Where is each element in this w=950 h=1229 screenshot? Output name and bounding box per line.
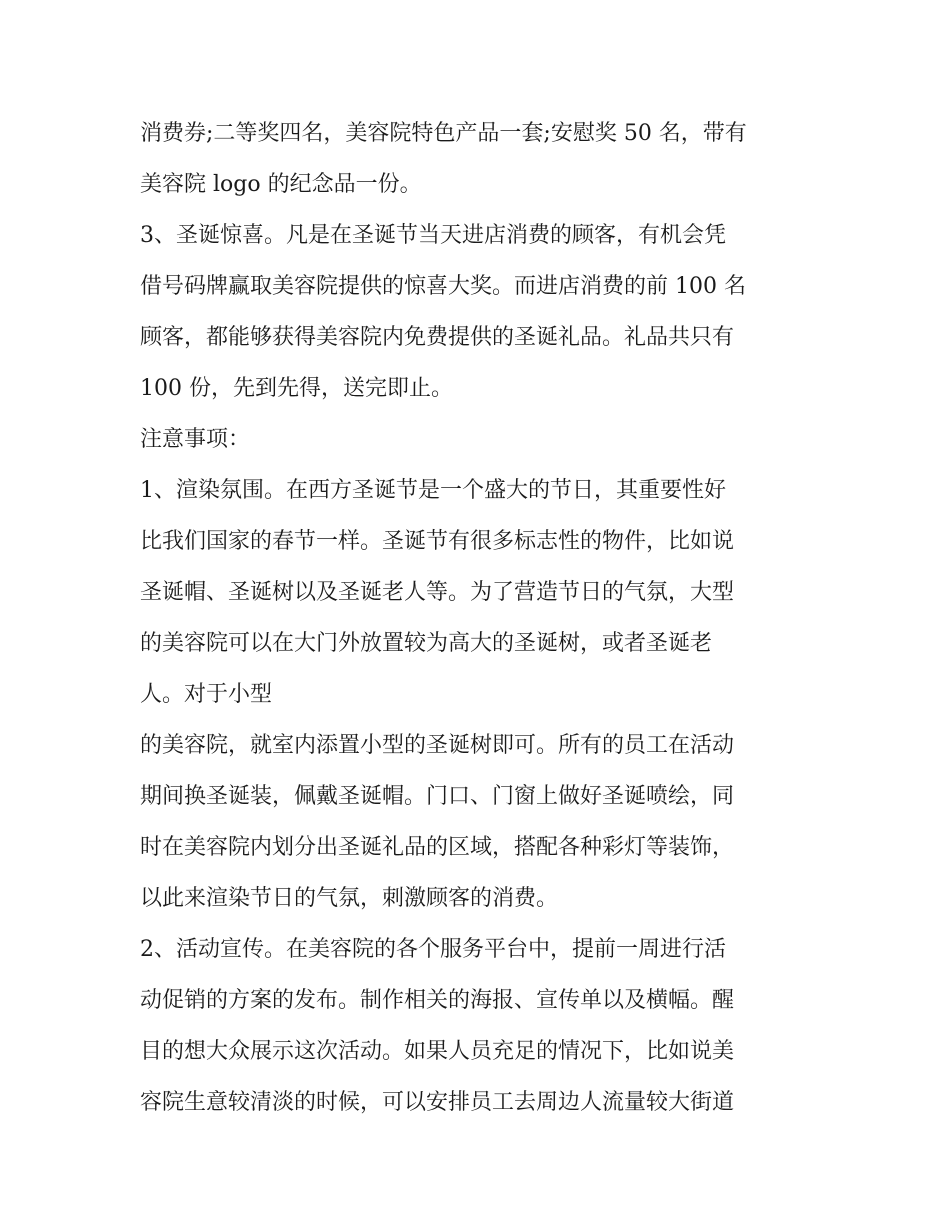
text-line: 比我们国家的春节一样。圣诞节有很多标志性的物件，比如说	[140, 529, 735, 554]
text-line: 2、活动宣传。在美容院的各个服务平台中，提前一周进行活	[140, 937, 726, 962]
text-line: 3、圣诞惊喜。凡是在圣诞节当天进店消费的顾客，有机会凭	[140, 223, 726, 248]
text-line: 动促销的方案的发布。制作相关的海报、宣传单以及横幅。醒	[140, 988, 735, 1013]
text-line: 的美容院，就室内添置小型的圣诞树即可。所有的员工在活动	[140, 733, 735, 758]
text-line: 100 份，先到先得，送完即止。	[140, 376, 453, 401]
section-heading: 注意事项：	[140, 427, 251, 452]
text-line: 借号码牌赢取美容院提供的惊喜大奖。而进店消费的前 100 名	[140, 274, 746, 299]
text-line: 的美容院可以在大门外放置较为高大的圣诞树，或者圣诞老	[140, 631, 713, 656]
text-line: 容院生意较清淡的时候，可以安排员工去周边人流量较大街道	[140, 1090, 735, 1115]
text-line: 顾客，都能够获得美容院内免费提供的圣诞礼品。礼品共只有	[140, 325, 735, 350]
text-line: 1、渲染氛围。在西方圣诞节是一个盛大的节日，其重要性好	[140, 478, 726, 503]
text-line: 美容院 logo 的纪念品一份。	[140, 172, 422, 197]
text-line: 期间换圣诞装，佩戴圣诞帽。门口、门窗上做好圣诞喷绘，同	[140, 784, 735, 809]
text-line: 以此来渲染节日的气氛，刺激顾客的消费。	[140, 886, 559, 911]
text-line: 圣诞帽、圣诞树以及圣诞老人等。为了营造节日的气氛，大型	[140, 580, 735, 605]
text-line: 消费券;二等奖四名，美容院特色产品一套;安慰奖 50 名，带有	[140, 121, 747, 146]
text-line: 时在美容院内划分出圣诞礼品的区域，搭配各种彩灯等装饰，	[140, 835, 735, 860]
text-line: 人。对于小型	[140, 682, 273, 707]
text-line: 目的想大众展示这次活动。如果人员充足的情况下，比如说美	[140, 1039, 735, 1064]
document-body	[140, 108, 820, 1128]
